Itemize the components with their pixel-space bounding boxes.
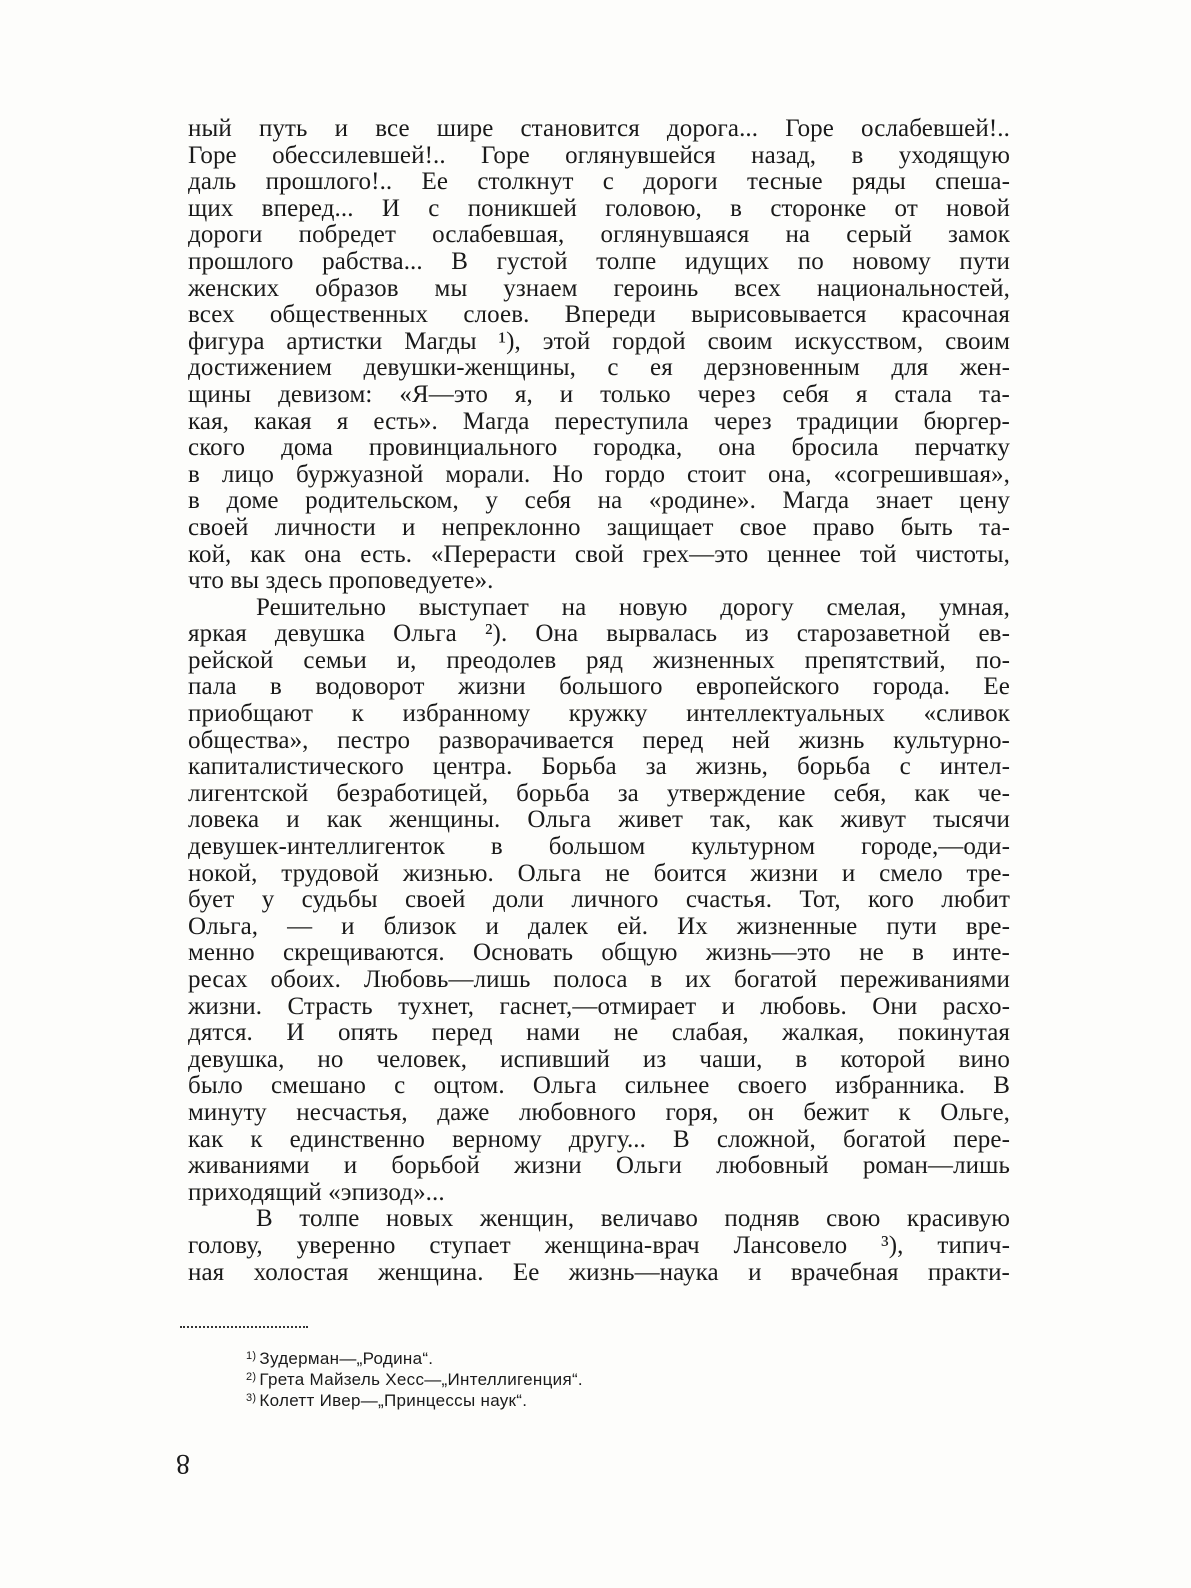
text-line: всех общественных слоев. Впереди вырисовывается красочная xyxy=(188,301,1010,329)
text-line: приобщают к избранному кружку интеллектуальных «сливок xyxy=(188,700,1010,728)
text-line: бует у судьбы своей доли личного счастья. Тот, кого любит xyxy=(188,886,1010,914)
body-text xyxy=(188,116,1010,1286)
footnote-mark: 3) xyxy=(246,1392,257,1404)
text-line: нокой, трудовой жизнью. Ольга не боится жизни и смело тре- xyxy=(188,859,1010,887)
text-line: общества», пестро разворачивается перед ней жизнь культурно- xyxy=(188,726,1010,754)
footnote-mark: 1) xyxy=(246,1350,257,1362)
text-line: как к единственно верному другу... В сложной, богатой пере- xyxy=(188,1125,1010,1153)
footnote xyxy=(246,1367,846,1388)
text-line: пала в водоворот жизни большого европейского города. Ее xyxy=(188,673,1010,701)
text-line: Горе обессилевшей!.. Горе оглянувшейся назад, в уходящую xyxy=(188,141,1010,169)
text-line: Решительно выступает на новую дорогу смелая, умная, xyxy=(256,593,1010,621)
text-line: щих вперед... И с поникшей головою, в сторонке от новой xyxy=(188,194,1010,222)
text-line: менно скрещиваются. Основать общую жизнь—это не в инте- xyxy=(188,939,1010,967)
footnote-text: Грета Майзель Хесс—„Интеллигенция“. xyxy=(259,1370,583,1389)
text-line: в доме родительском, у себя на «родине». Магда знает цену xyxy=(188,487,1010,515)
text-line: приходящий «эпизод»... xyxy=(188,1178,445,1206)
text-line: ная холостая женщина. Ее жизнь—наука и врачебная практи- xyxy=(188,1258,1010,1286)
text-line: яркая девушка Ольга ²). Она вырвалась из старозаветной ев- xyxy=(188,620,1010,648)
text-line: щины девизом: «Я—это я, и только через себя я стала та- xyxy=(188,380,1010,408)
text-line: рейской семьи и, преодолев ряд жизненных препятствий, по- xyxy=(188,646,1010,674)
text-line: в лицо буржуазной морали. Но гордо стоит она, «согрешившая», xyxy=(188,460,1010,488)
text-line: кая, какая я есть». Магда переступила через традиции бюргер- xyxy=(188,407,1010,435)
footnote-separator xyxy=(180,1326,308,1328)
text-line: голову, уверенно ступает женщина-врач Лансовело ³), типич- xyxy=(188,1231,1010,1259)
text-line: дятся. И опять перед нами не слабая, жалкая, покинутая xyxy=(188,1019,1010,1047)
text-line: было смешано с оцтом. Ольга сильнее своего избранника. В xyxy=(188,1072,1010,1100)
text-line: ресах обоих. Любовь—лишь полоса в их богатой переживаниями xyxy=(188,966,1010,993)
text-line: девушка, но человек, испивший из чаши, в которой вино xyxy=(188,1045,1010,1073)
text-line: кой, как она есть. «Перерасти свой грех—это ценнее той чистоты, xyxy=(188,540,1010,568)
text-line: ского дома провинциального городка, она бросила перчатку xyxy=(188,434,1010,462)
text-line: достижением девушки-женщины, с ея дерзновенным для жен- xyxy=(188,354,1010,382)
footnote-text: Колетт Ивер—„Принцессы наук“. xyxy=(259,1391,528,1410)
text-line: прошлого рабства... В густой толпе идущих по новому пути xyxy=(188,247,1010,275)
page-number: 8 xyxy=(176,1448,190,1479)
text-line: своей личности и непреклонно защищает свое право быть та- xyxy=(188,513,1010,541)
footnote-text: Зудерман—„Родина“. xyxy=(259,1349,434,1368)
text-line: лигентской безработицей, борьба за утверждение себя, как че- xyxy=(188,779,1010,807)
text-line: даль прошлого!.. Ее столкнут с дороги тесные ряды спеша- xyxy=(188,168,1010,196)
text-line: капиталистического центра. Борьба за жизнь, борьба с интел- xyxy=(188,753,1010,781)
text-line: В толпе новых женщин, величаво подняв свою красивую xyxy=(256,1205,1010,1233)
text-line: ловека и как женщины. Ольга живет так, как живут тысячи xyxy=(188,806,1010,834)
footnote xyxy=(246,1388,846,1409)
text-line: дороги побредет ослабевшая, оглянувшаяся на серый замок xyxy=(188,221,1010,249)
text-line: жизни. Страсть тухнет, гаснет,—отмирает и любовь. Они расхо- xyxy=(188,992,1010,1020)
text-line: минуту несчастья, даже любовного горя, он бежит к Ольге, xyxy=(188,1098,1010,1126)
text-line: живаниями и борьбой жизни Ольги любовный роман—лишь xyxy=(188,1152,1010,1180)
text-line: Ольга, — и близок и далек ей. Их жизненные пути вре- xyxy=(188,912,1010,940)
text-line: девушек-интеллигенток в большом культурном городе,—оди- xyxy=(188,833,1010,861)
text-line: фигура артистки Магды ¹), этой гордой своим искусством, своим xyxy=(188,327,1010,355)
text-line: женских образов мы узнаем героинь всех национальностей, xyxy=(188,274,1010,302)
footnotes xyxy=(246,1346,846,1409)
footnote-mark: 2) xyxy=(246,1371,257,1383)
footnote xyxy=(246,1346,846,1367)
text-line: что вы здесь проповедуете». xyxy=(188,567,494,595)
text-line: ный путь и все шире становится дорога... Горе ослабевшей!.. xyxy=(188,115,1010,142)
